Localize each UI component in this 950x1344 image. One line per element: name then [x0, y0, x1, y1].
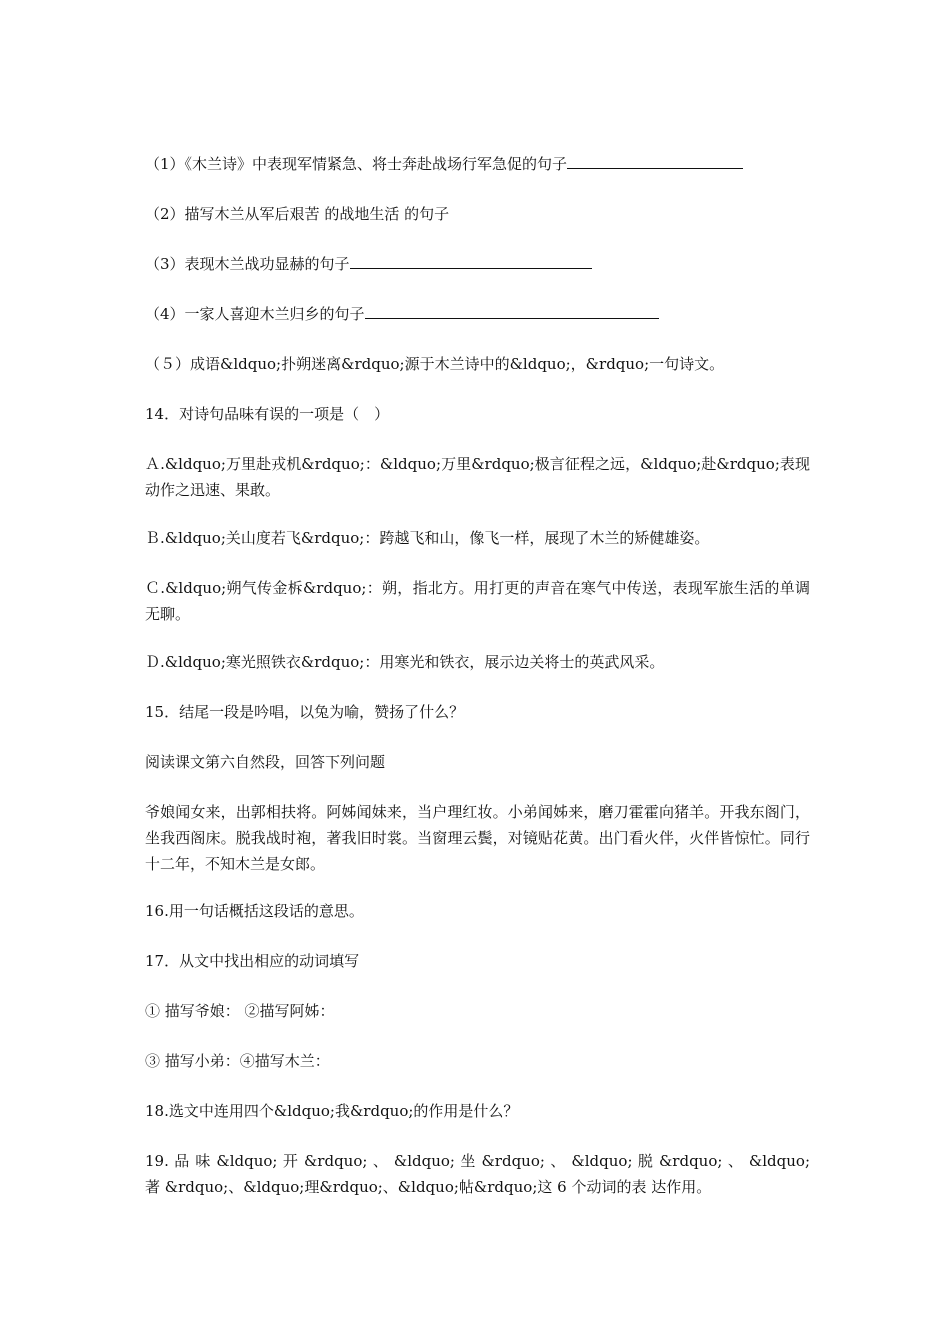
question-13-3: [145, 252, 810, 276]
option-d: Ｄ.&ldquo;寒光照铁衣&rdquo;：用寒光和铁衣，展示边关将士的英武风采。: [145, 653, 665, 671]
question-text: （1）《木兰诗》中表现军情紧急、将士奔赴战场行军急促的句子: [145, 155, 568, 173]
question-13-4: [145, 302, 810, 326]
option-b: Ｂ.&ldquo;关山度若飞&rdquo;：跨越飞和山，像飞一样，展现了木兰的矫健雄姿。: [145, 529, 710, 547]
question-13-5: （５）成语&ldquo;扑朔迷离&rdquo;源于木兰诗中的&ldquo;，&rdquo;一句诗文。: [145, 355, 725, 373]
question-text: （4）一家人喜迎木兰归乡的句子: [145, 305, 365, 323]
question-14: 14．对诗句品味有误的一项是（ ）: [145, 405, 390, 423]
question-15: 15．结尾一段是吟唱，以兔为喻，赞扬了什么？: [145, 703, 465, 721]
question-text: （3）表现木兰战功显赫的句子: [145, 255, 350, 273]
document-page: [145, 0, 810, 1344]
question-16: 16.用一句话概括这段话的意思。: [145, 902, 364, 920]
reading-passage: 爷娘闻女来，出郭相扶将。阿姊闻妹来，当户理红妆。小弟闻姊来，磨刀霍霍向猪羊。开我东阁门，坐我西阁床。脱我战时袍，著我旧时裳。当窗理云鬓，对镜贴花黄。出门看火伴，火伴皆惊忙。同行十二年，不知木兰是女郎。: [145, 803, 810, 873]
answer-blank[interactable]: [350, 254, 592, 269]
question-17: 17．从文中找出相应的动词填写: [145, 952, 360, 970]
answer-blank[interactable]: [365, 304, 659, 319]
question-13-2: （2）描写木兰从军后艰苦 的战地生活 的句子: [145, 205, 450, 223]
option-c: Ｃ.&ldquo;朔气传金柝&rdquo;：朔，指北方。用打更的声音在寒气中传送，表现军旅生活的单调无聊。: [145, 579, 810, 623]
option-a: Ａ.&ldquo;万里赴戎机&rdquo;：&ldquo;万里&rdquo;极言征程之远，&ldquo;赴&rdquo;表现动作之迅速、果敢。: [145, 455, 810, 499]
question-13-1: [145, 152, 810, 176]
question-18: 18.选文中连用四个&ldquo;我&rdquo;的作用是什么？: [145, 1102, 519, 1120]
answer-blank[interactable]: [567, 154, 743, 169]
question-17-line-2: ③ 描写小弟：④描写木兰：: [145, 1052, 330, 1070]
question-19: 19. 品 味 &ldquo; 开 &rdquo; 、 &ldquo; 坐 &rdquo; 、 &ldquo; 脱 &rdquo; 、 &ldquo; 著 &rdquo;、&ldquo;理&rdquo;、&ldquo;帖&rdquo;这 6 个动词的表 达作用。: [145, 1152, 810, 1196]
question-17-line-1: ① 描写爷娘： ②描写阿姊：: [145, 1002, 335, 1020]
reading-intro: 阅读课文第六自然段，回答下列问题: [145, 753, 386, 771]
